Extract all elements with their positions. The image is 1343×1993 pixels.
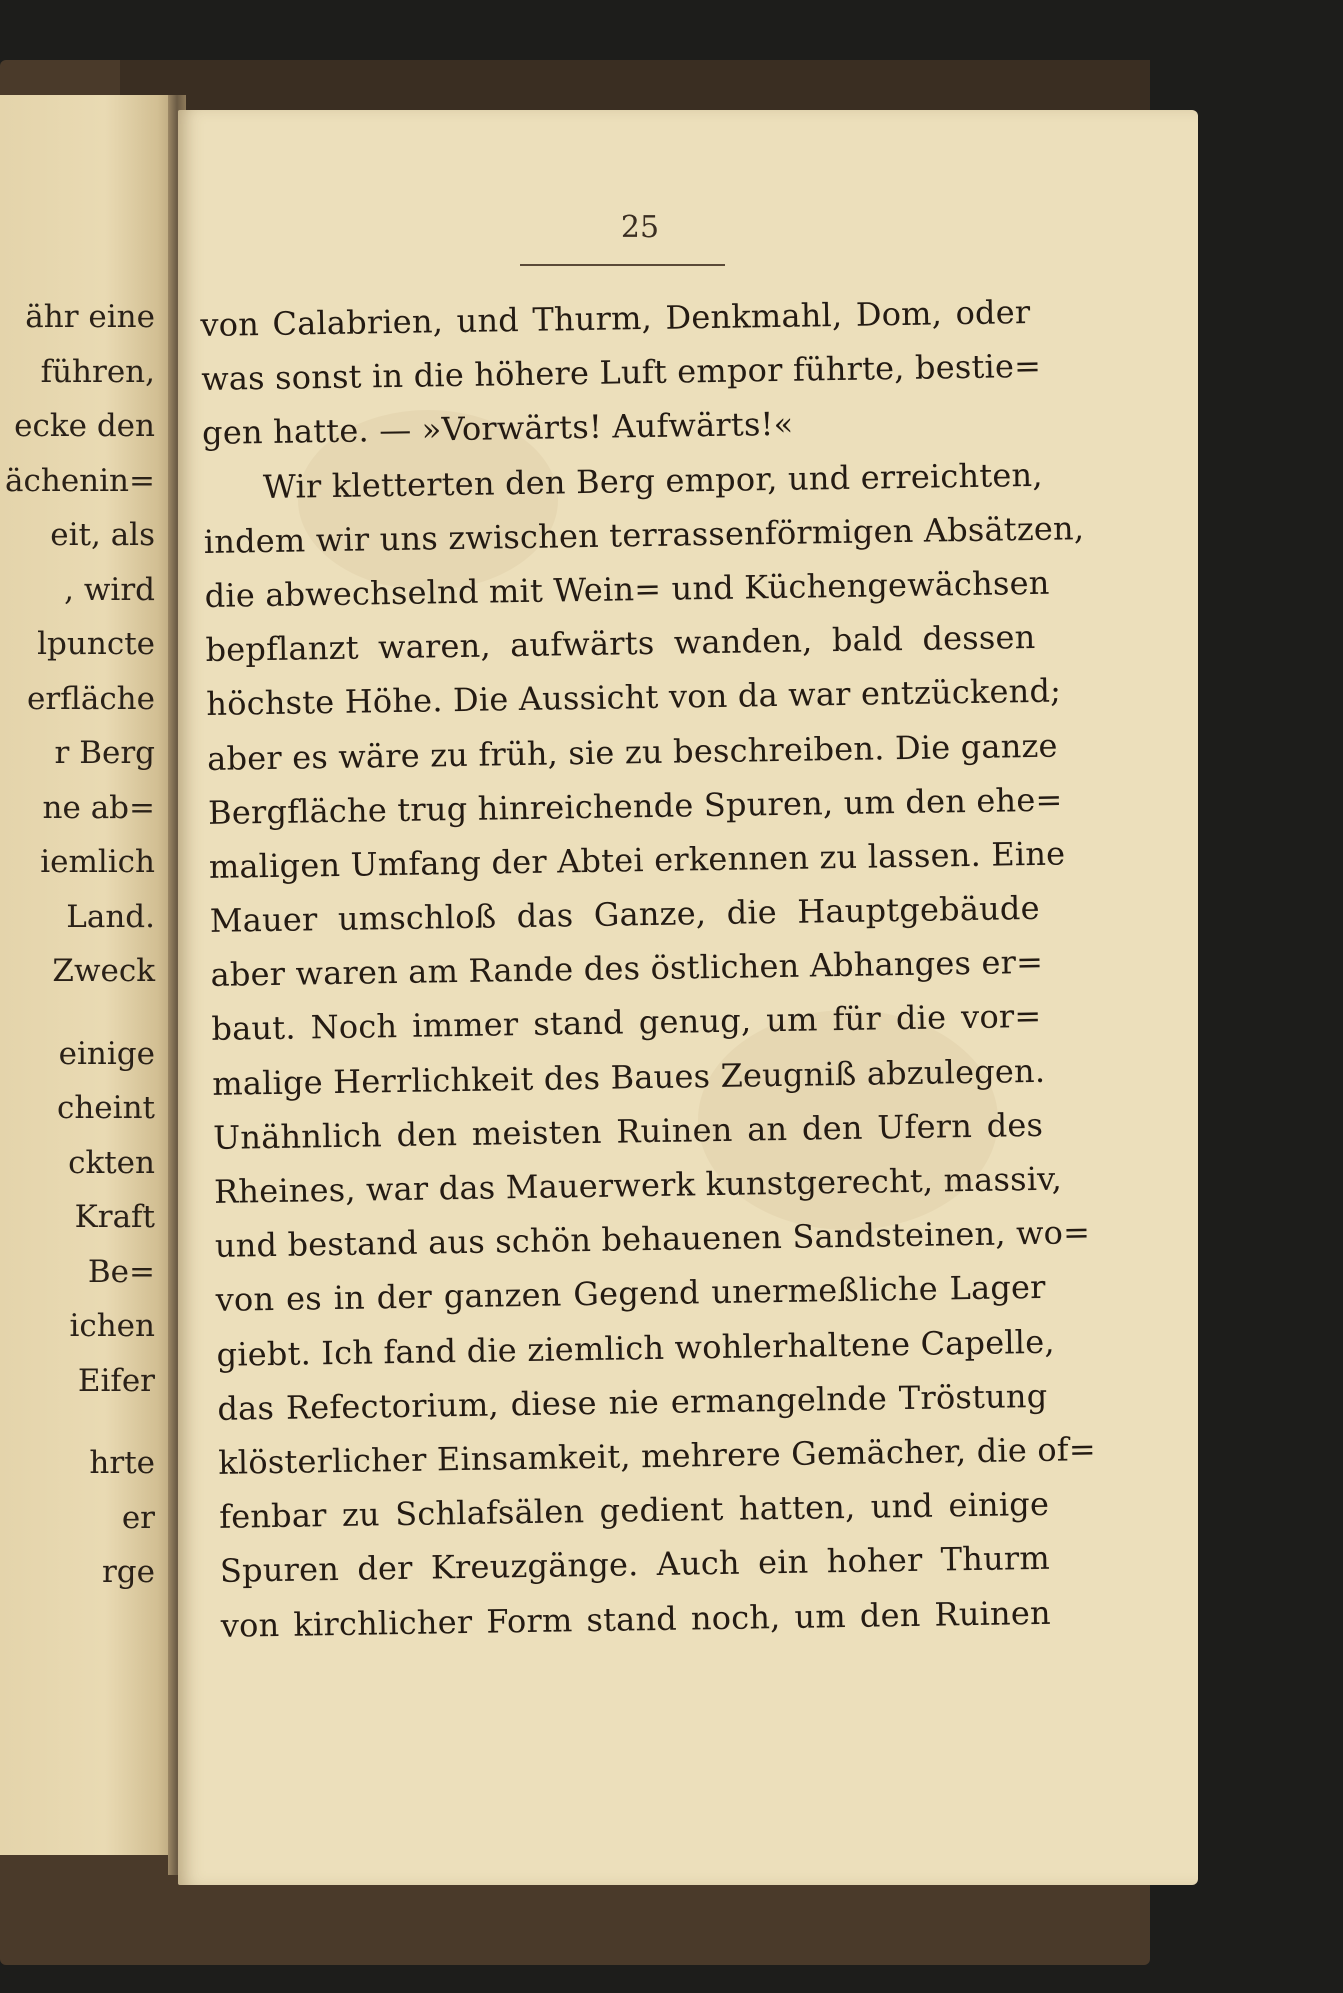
text-line: aber waren am Rande des östlichen Abhanges er=	[210, 943, 1044, 995]
left-line: ckten	[68, 1144, 155, 1181]
text-line: malige Herrlichkeit des Baues Zeugniß abzulegen.	[212, 1051, 1046, 1103]
left-line: Land.	[66, 898, 155, 935]
left-line: , wird	[64, 571, 155, 608]
body-text	[200, 285, 1097, 1653]
text-line: Wir kletterten den Berg empor, und erreichten,	[262, 455, 1043, 506]
left-line: Kraft	[74, 1199, 155, 1235]
text-line: giebt. Ich fand die ziemlich wohlerhaltene Capelle,	[216, 1322, 1055, 1374]
text-line: was sonst in die höhere Luft empor führte, bestie=	[200, 346, 1042, 399]
text-line: klösterlicher Einsamkeit, mehrere Gemächer, die of=	[217, 1430, 1097, 1482]
left-line: führen,	[40, 353, 155, 390]
left-page	[0, 95, 175, 1855]
text-line: das Refectorium, diese nie ermangelnde Tröstung	[217, 1376, 1048, 1428]
left-line: ähr eine	[25, 299, 155, 335]
text-line: Unähnlich den meisten Ruinen an den Ufern des	[212, 1105, 1044, 1157]
left-line: Eifer	[77, 1362, 155, 1399]
left-line: ächenin=	[5, 462, 155, 499]
header-rule	[520, 264, 725, 266]
text-line: indem wir uns zwischen terrassenförmigen Absätzen,	[203, 508, 1085, 561]
left-line: einige	[58, 1035, 155, 1072]
text-line: von kirchlicher Form stand noch, um den Ruinen	[220, 1593, 1052, 1645]
left-line: lpuncte	[37, 626, 155, 662]
left-page-text	[0, 290, 155, 1600]
text-line: aber es wäre zu früh, sie zu beschreiben. Die ganze	[206, 726, 1058, 778]
text-line: baut. Noch immer stand genug, um für die vor=	[211, 997, 1042, 1049]
left-line-gap	[0, 1408, 155, 1436]
text-line: maligen Umfang der Abtei erkennen zu lassen. Eine	[208, 834, 1066, 886]
left-line: ichen	[69, 1308, 155, 1344]
left-line: Zweck	[52, 953, 155, 989]
text-line: Spuren der Kreuzgänge. Auch ein hoher Thurm	[219, 1539, 1051, 1591]
text-line: die abwechselnd mit Wein= und Küchengewächsen	[204, 563, 1050, 615]
left-line: ecke den	[14, 408, 155, 444]
left-line: eit, als	[50, 517, 155, 553]
text-line: und bestand aus schön behauenen Sandsteinen, wo=	[214, 1213, 1091, 1266]
text-line: Rheines, war das Mauerwerk kunstgerecht, massiv,	[213, 1159, 1063, 1211]
left-line: rge	[101, 1554, 155, 1590]
left-line: iemlich	[40, 844, 155, 880]
left-line: hrte	[89, 1445, 155, 1481]
left-line: erfläche	[27, 680, 155, 717]
text-line: von Calabrien, und Thurm, Denkmahl, Dom, oder	[200, 292, 1031, 344]
left-line: Be=	[87, 1253, 155, 1290]
left-line-gap	[0, 999, 155, 1027]
text-line: gen hatte. — »Vorwärts! Aufwärts!«	[201, 405, 794, 453]
text-line: bepflanzt waren, aufwärts wanden, bald dessen	[205, 618, 1036, 670]
text-line: Mauer umschloß das Ganze, die Hauptgebäude	[209, 888, 1040, 940]
text-line: Bergfläche trug hinreichende Spuren, um den ehe=	[207, 780, 1063, 832]
left-line: ne ab=	[42, 789, 155, 826]
page-number: 25	[620, 210, 660, 245]
text-line: fenbar zu Schlafsälen gedient hatten, und einige	[218, 1484, 1050, 1536]
left-line: r Berg	[54, 735, 155, 771]
left-line: cheint	[56, 1090, 155, 1126]
left-line: er	[121, 1499, 155, 1536]
text-line: höchste Höhe. Die Aussicht von da war entzückend;	[206, 671, 1062, 724]
text-line: von es in der ganzen Gegend unermeßliche Lager	[215, 1268, 1046, 1320]
